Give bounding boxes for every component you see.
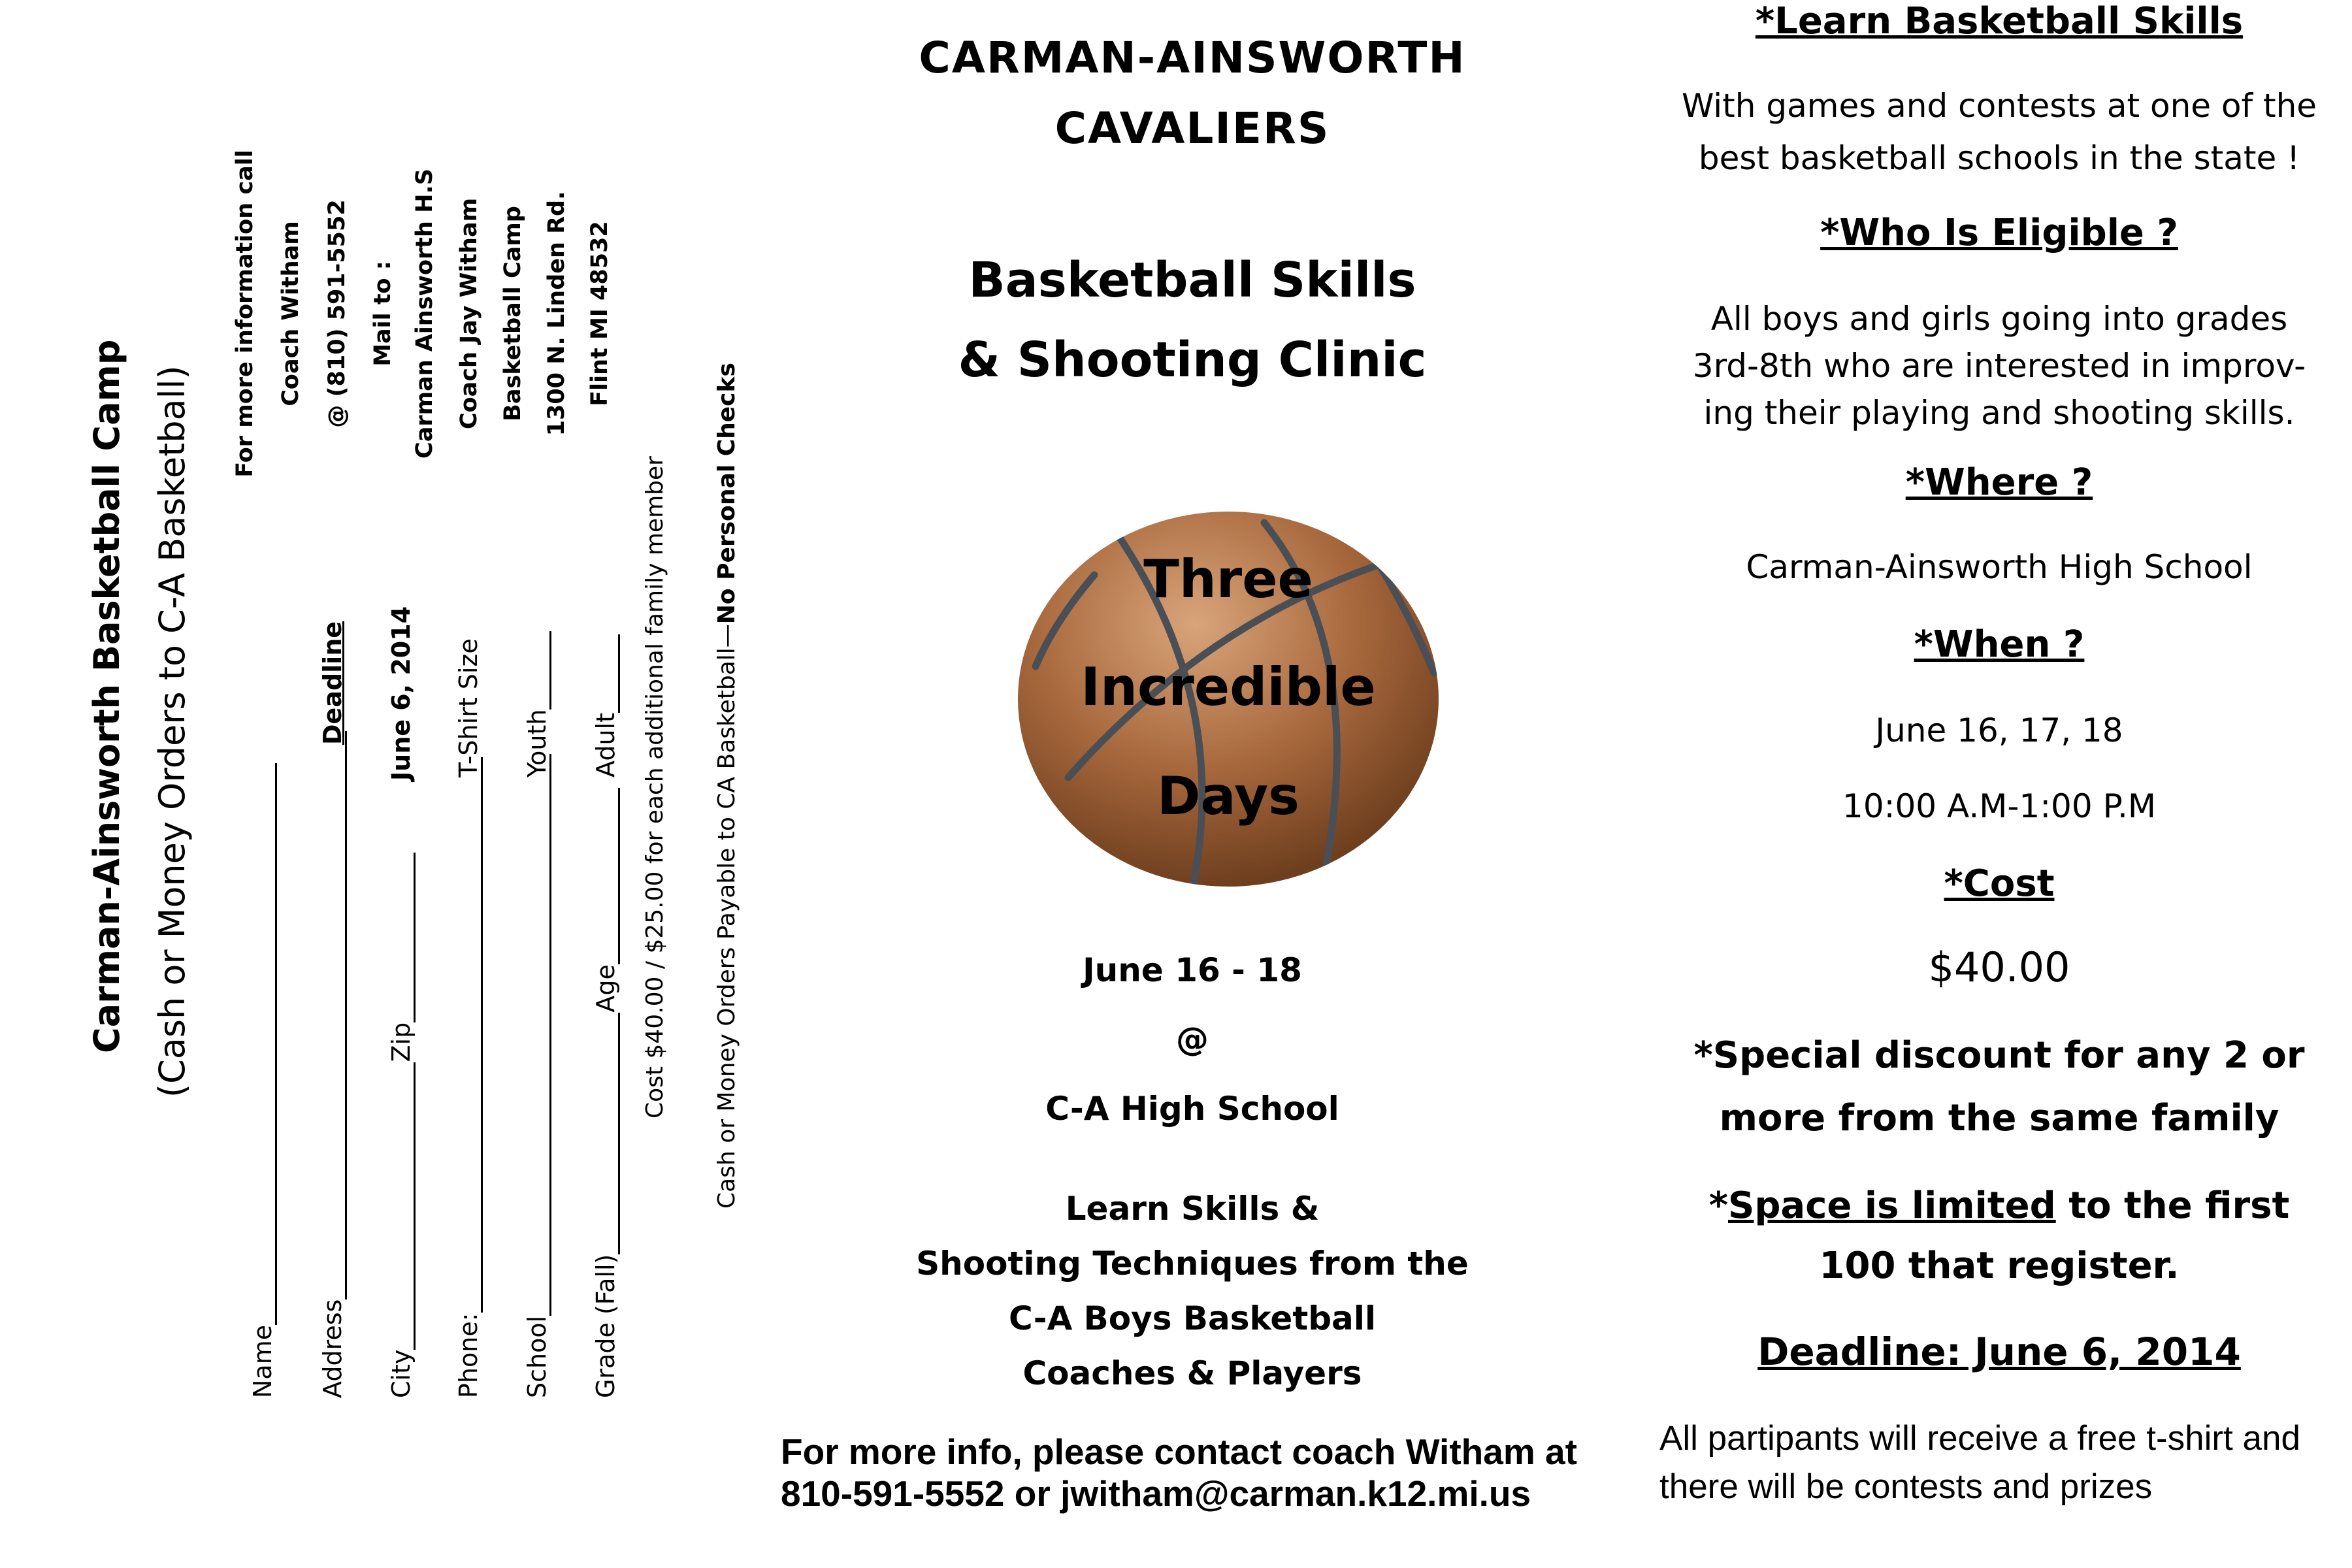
space-line-1 bbox=[1646, 1176, 2352, 1236]
contact-block bbox=[781, 1431, 1630, 1514]
space-rest: to the first bbox=[2055, 1184, 2290, 1227]
phone-label: Phone: bbox=[454, 1313, 483, 1398]
camp-title: Carman-Ainsworth Basketball Camp bbox=[86, 339, 127, 1053]
clinic-line-2: & Shooting Clinic bbox=[958, 332, 1427, 388]
zip-input-line[interactable] bbox=[414, 853, 416, 1022]
event-details bbox=[866, 936, 1519, 1143]
discount-block bbox=[1646, 1024, 2352, 1150]
eligible-heading: *Who Is Eligible ? bbox=[1820, 212, 2178, 254]
info-line-5: Carman Ainsworth H.S bbox=[412, 169, 438, 459]
eligible-body bbox=[1646, 295, 2352, 436]
grade-input-line[interactable] bbox=[618, 1013, 620, 1254]
youth-field[interactable] bbox=[523, 631, 551, 777]
closing-line-1: All partipants will receive a free t-shirt and bbox=[1659, 1419, 2300, 1458]
info-line-8: 1300 N. Linden Rd. bbox=[544, 191, 570, 436]
learn-body-line-2: best basketball schools in the state ! bbox=[1698, 139, 2300, 177]
camp-subtitle: (Cash or Money Orders to C-A Basketball) bbox=[152, 365, 193, 1098]
event-venue: C-A High School bbox=[1045, 1090, 1339, 1128]
address-label: Address bbox=[318, 1299, 347, 1398]
name-label: Name bbox=[248, 1324, 277, 1398]
clinic-line-1: Basketball Skills bbox=[968, 252, 1416, 308]
contact-line-1: For more info, please contact coach Witham at bbox=[781, 1431, 1577, 1472]
grade-age-field[interactable] bbox=[591, 788, 620, 1398]
ball-text-3: Days bbox=[1157, 766, 1299, 826]
eligible-body-line-1: All boys and girls going into grades bbox=[1710, 300, 2288, 338]
info-line-1: For more information call bbox=[232, 150, 258, 478]
school-label: School bbox=[523, 1315, 551, 1398]
school-input-line[interactable] bbox=[549, 754, 551, 1316]
org-title bbox=[866, 23, 1519, 164]
tshirt-size-label: T-Shirt Size bbox=[454, 638, 483, 777]
space-block bbox=[1646, 1176, 2352, 1296]
deadline-label: Deadline bbox=[318, 621, 347, 745]
city-zip-field[interactable] bbox=[387, 853, 416, 1398]
learn-block bbox=[866, 1181, 1519, 1401]
info-line-6: Coach Jay Witham bbox=[456, 197, 482, 430]
payable-note-prefix: Cash or Money Orders Payable to CA Basketball— bbox=[713, 624, 740, 1209]
clinic-title bbox=[866, 240, 1519, 400]
zip-label: Zip bbox=[387, 1022, 416, 1062]
name-field[interactable] bbox=[248, 763, 277, 1398]
info-line-4: Mail to : bbox=[370, 261, 396, 367]
space-underlined: Space is limited bbox=[1728, 1184, 2056, 1227]
space-star: * bbox=[1708, 1184, 1729, 1227]
closing-note bbox=[1659, 1414, 2352, 1511]
org-line-2: CAVALIERS bbox=[1054, 103, 1330, 154]
learn-line-3: C-A Boys Basketball bbox=[1008, 1299, 1377, 1337]
city-input-line[interactable] bbox=[414, 1062, 416, 1350]
learn-skills-body bbox=[1646, 80, 2352, 184]
when-dates: June 16, 17, 18 bbox=[1875, 711, 2123, 749]
payable-note-bold: No Personal Checks bbox=[713, 363, 740, 625]
grade-label: Grade (Fall) bbox=[591, 1254, 620, 1398]
adult-field[interactable] bbox=[591, 634, 620, 777]
learn-line-1: Learn Skills & bbox=[1065, 1190, 1320, 1228]
address-field[interactable] bbox=[318, 731, 347, 1398]
learn-skills-heading: *Learn Basketball Skills bbox=[1755, 0, 2244, 42]
age-input-line[interactable] bbox=[618, 788, 620, 964]
discount-line-2: more from the same family bbox=[1719, 1097, 2279, 1139]
org-line-1: CARMAN-AINSWORTH bbox=[919, 33, 1466, 83]
youth-input-line[interactable] bbox=[549, 631, 551, 710]
ball-text-1: Three bbox=[1143, 549, 1313, 610]
where-body: Carman-Ainsworth High School bbox=[1746, 548, 2253, 586]
eligible-body-line-2: 3rd-8th who are interested in improv- bbox=[1692, 347, 2306, 385]
learn-line-2: Shooting Techniques from the bbox=[916, 1245, 1469, 1282]
cost-note: Cost $40.00 / $25.00 for each additional family member bbox=[642, 456, 668, 1119]
info-line-3: @ (810) 591-5552 bbox=[324, 199, 350, 428]
eligible-body-line-3: ing their playing and shooting skills. bbox=[1703, 394, 2295, 432]
event-at: @ bbox=[1176, 1021, 1209, 1058]
closing-line-2: there will be contests and prizes bbox=[1659, 1467, 2153, 1506]
contact-line-2: 810-591-5552 or jwitham@carman.k12.mi.us bbox=[781, 1473, 1531, 1514]
learn-body-line-1: With games and contests at one of the bbox=[1681, 87, 2317, 125]
ball-text-2: Incredible bbox=[1081, 657, 1376, 717]
address-input-line[interactable] bbox=[345, 731, 347, 1299]
info-line-7: Basketball Camp bbox=[500, 206, 526, 421]
cost-heading: *Cost bbox=[1944, 862, 2055, 905]
space-line-2: 100 that register. bbox=[1819, 1245, 2180, 1287]
name-input-line[interactable] bbox=[275, 763, 277, 1325]
when-heading: *When ? bbox=[1914, 623, 2085, 666]
deadline-heading: Deadline: June 6, 2014 bbox=[1757, 1330, 2241, 1374]
phone-field[interactable] bbox=[454, 757, 483, 1398]
school-field[interactable] bbox=[523, 754, 551, 1398]
city-label: City bbox=[387, 1349, 416, 1398]
deadline-date: June 6, 2014 bbox=[387, 606, 416, 781]
cost-value: $40.00 bbox=[1928, 943, 2070, 991]
adult-input-line[interactable] bbox=[618, 634, 620, 713]
info-line-2: Coach Witham bbox=[278, 221, 304, 406]
when-time: 10:00 A.M-1:00 P.M bbox=[1842, 787, 2156, 825]
where-heading: *Where ? bbox=[1905, 461, 2093, 504]
discount-line-1: *Special discount for any 2 or bbox=[1693, 1034, 2305, 1077]
learn-line-4: Coaches & Players bbox=[1022, 1354, 1362, 1392]
payable-note bbox=[713, 363, 740, 1209]
event-dates: June 16 - 18 bbox=[1083, 951, 1302, 989]
phone-input-line[interactable] bbox=[481, 757, 483, 1313]
info-line-9: Flint MI 48532 bbox=[587, 221, 613, 406]
adult-label: Adult bbox=[591, 713, 620, 777]
youth-label: Youth bbox=[523, 709, 551, 777]
age-label: Age bbox=[591, 964, 620, 1013]
